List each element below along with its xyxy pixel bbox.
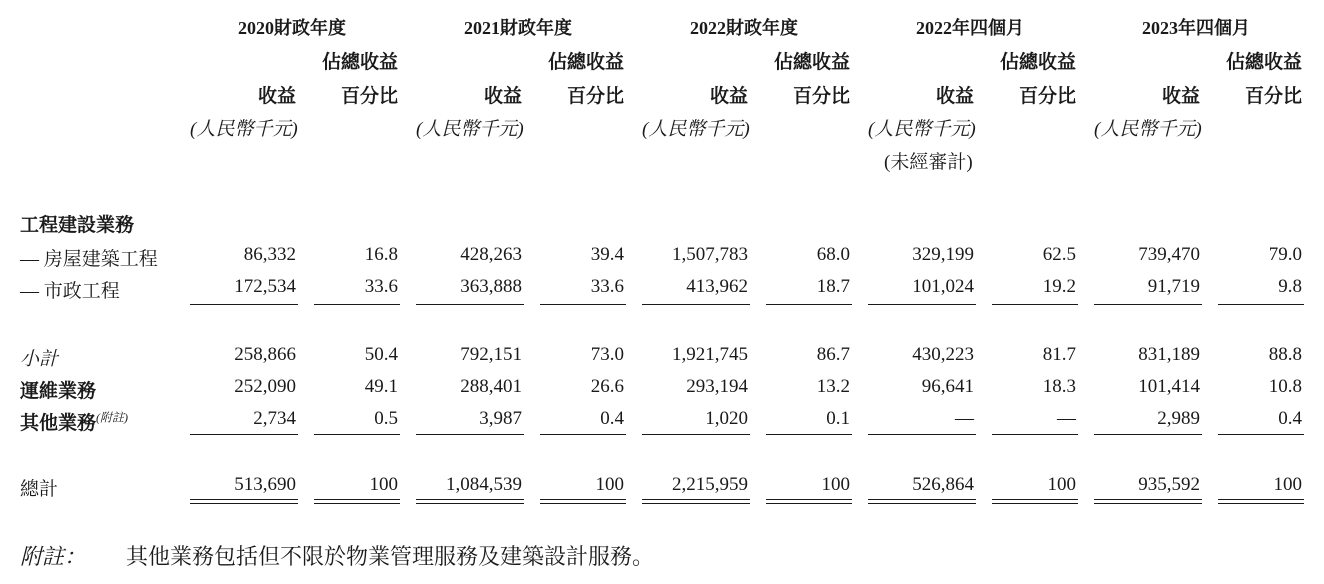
cell: 101,024 xyxy=(912,276,974,297)
cell: 172,534 xyxy=(234,276,296,297)
unit-label: (人民幣千元) xyxy=(1094,119,1202,140)
pct-header-line2: 百分比 xyxy=(792,86,850,107)
period-title-2021: 2021財政年度 xyxy=(464,18,572,38)
period-title-2022: 2022財政年度 xyxy=(690,18,798,38)
unaudited-note: (未經審計) xyxy=(884,152,973,173)
unit-label: (人民幣千元) xyxy=(416,119,524,140)
cell: 16.8 xyxy=(364,244,398,265)
footnote-text: 其他業務包括但不限於物業管理服務及建築設計服務。 xyxy=(126,544,655,569)
cell: 293,194 xyxy=(686,376,748,397)
cell: 792,151 xyxy=(460,344,522,365)
cell: 68.0 xyxy=(816,244,850,265)
cell: 101,414 xyxy=(1138,376,1200,397)
cell: 13.2 xyxy=(816,376,850,397)
cell: 96,641 xyxy=(921,376,974,397)
grand-total-double-rule xyxy=(1094,499,1202,504)
cell: 50.4 xyxy=(364,344,398,365)
total-rule xyxy=(1218,434,1304,435)
cell: 19.2 xyxy=(1042,276,1076,297)
grand-total-double-rule xyxy=(868,499,976,504)
cell: 39.4 xyxy=(590,244,624,265)
cell: 0.4 xyxy=(600,408,624,429)
cell: 329,199 xyxy=(912,244,974,265)
total-rule xyxy=(190,434,298,435)
cell: 0.4 xyxy=(1278,408,1302,429)
grand-total-double-rule xyxy=(1218,499,1304,504)
period-title-2020: 2020財政年度 xyxy=(238,18,346,38)
cell: 100 xyxy=(1047,474,1076,495)
grand-total-double-rule xyxy=(992,499,1078,504)
cell: 73.0 xyxy=(590,344,624,365)
total-rule xyxy=(314,434,400,435)
subtotal-rule xyxy=(540,304,626,305)
subtotal-rule xyxy=(190,304,298,305)
cell: — xyxy=(1057,408,1076,429)
cell: 288,401 xyxy=(460,376,522,397)
cell: 18.3 xyxy=(1042,376,1076,397)
pct-header-line1: 佔總收益 xyxy=(773,52,850,73)
subtotal-rule xyxy=(1094,304,1202,305)
grand-total-double-rule xyxy=(190,499,298,504)
pct-header-line1: 佔總收益 xyxy=(999,52,1076,73)
cell: 1,921,745 xyxy=(672,344,748,365)
pct-header-line2: 百分比 xyxy=(1018,86,1076,107)
cell: 9.8 xyxy=(1278,276,1302,297)
grand-total-double-rule xyxy=(766,499,852,504)
revenue-header: 收益 xyxy=(709,86,748,107)
revenue-header: 收益 xyxy=(257,86,296,107)
cell: 526,864 xyxy=(912,474,974,495)
row-label xyxy=(20,408,128,435)
cell: 739,470 xyxy=(1138,244,1200,265)
cell: 100 xyxy=(1273,474,1302,495)
footnote-label: 附註： xyxy=(20,544,87,569)
row-label: — 房屋建築工程 xyxy=(20,249,158,270)
cell: 1,020 xyxy=(705,408,748,429)
total-rule xyxy=(766,434,852,435)
cell: — xyxy=(955,408,974,429)
footnote-ref: (附註) xyxy=(96,410,129,425)
cell: 1,507,783 xyxy=(672,244,748,265)
pct-header-line1: 佔總收益 xyxy=(321,52,398,73)
cell: 831,189 xyxy=(1138,344,1200,365)
pct-header-line2: 百分比 xyxy=(1244,86,1302,107)
pct-header-line2: 百分比 xyxy=(566,86,624,107)
revenue-header: 收益 xyxy=(1161,86,1200,107)
cell: 79.0 xyxy=(1268,244,1302,265)
subtotal-rule xyxy=(766,304,852,305)
cell: 81.7 xyxy=(1042,344,1076,365)
cell: 252,090 xyxy=(234,376,296,397)
subtotal-rule xyxy=(416,304,524,305)
subtotal-rule xyxy=(1218,304,1304,305)
cell: 26.6 xyxy=(590,376,624,397)
pct-header-line1: 佔總收益 xyxy=(547,52,624,73)
pct-header-line2: 百分比 xyxy=(340,86,398,107)
row-label: 總計 xyxy=(20,479,59,500)
cell: 430,223 xyxy=(912,344,974,365)
cell: 2,734 xyxy=(253,408,296,429)
cell: 428,263 xyxy=(460,244,522,265)
cell: 513,690 xyxy=(234,474,296,495)
row-label: — 市政工程 xyxy=(20,281,120,302)
cell: 10.8 xyxy=(1268,376,1302,397)
pct-header-line1: 佔總收益 xyxy=(1225,52,1302,73)
grand-total-double-rule xyxy=(642,499,750,504)
subtotal-rule xyxy=(314,304,400,305)
cell: 18.7 xyxy=(816,276,850,297)
total-rule xyxy=(992,434,1078,435)
unit-label: (人民幣千元) xyxy=(190,119,298,140)
cell: 3,987 xyxy=(479,408,522,429)
revenue-header: 收益 xyxy=(483,86,522,107)
cell: 1,084,539 xyxy=(446,474,522,495)
section-title: 工程建設業務 xyxy=(20,215,135,236)
period-title-2022-4m: 2022年四個月 xyxy=(916,18,1024,38)
cell: 0.1 xyxy=(826,408,850,429)
total-rule xyxy=(868,434,976,435)
cell: 100 xyxy=(595,474,624,495)
total-rule xyxy=(642,434,750,435)
cell: 33.6 xyxy=(364,276,398,297)
row-label: 小計 xyxy=(20,349,59,370)
period-title-2023-4m: 2023年四個月 xyxy=(1142,18,1250,38)
total-rule xyxy=(1094,434,1202,435)
subtotal-rule xyxy=(992,304,1078,305)
cell: 88.8 xyxy=(1268,344,1302,365)
cell: 0.5 xyxy=(374,408,398,429)
grand-total-double-rule xyxy=(540,499,626,504)
cell: 2,215,959 xyxy=(672,474,748,495)
cell: 363,888 xyxy=(460,276,522,297)
cell: 91,719 xyxy=(1147,276,1200,297)
cell: 62.5 xyxy=(1042,244,1076,265)
cell: 86,332 xyxy=(243,244,296,265)
row-label: 運維業務 xyxy=(20,381,97,402)
cell: 100 xyxy=(821,474,850,495)
unit-label: (人民幣千元) xyxy=(868,119,976,140)
subtotal-rule xyxy=(642,304,750,305)
cell: 49.1 xyxy=(364,376,398,397)
cell: 258,866 xyxy=(234,344,296,365)
row-label-text: 其他業務 xyxy=(20,413,97,434)
cell: 100 xyxy=(369,474,398,495)
subtotal-rule xyxy=(868,304,976,305)
grand-total-double-rule xyxy=(314,499,400,504)
grand-total-double-rule xyxy=(416,499,524,504)
cell: 33.6 xyxy=(590,276,624,297)
cell: 413,962 xyxy=(686,276,748,297)
unit-label: (人民幣千元) xyxy=(642,119,750,140)
revenue-header: 收益 xyxy=(935,86,974,107)
total-rule xyxy=(540,434,626,435)
cell: 935,592 xyxy=(1138,474,1200,495)
total-rule xyxy=(416,434,524,435)
cell: 2,989 xyxy=(1157,408,1200,429)
cell: 86.7 xyxy=(816,344,850,365)
